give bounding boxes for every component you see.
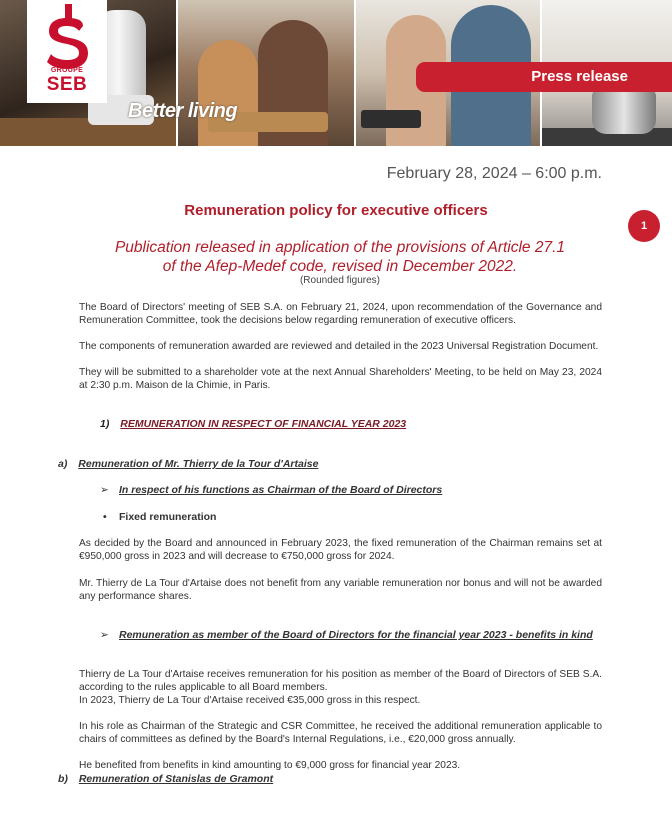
groupe-seb-logo [27,0,107,103]
chairman-functions-heading [100,484,442,496]
subsection-a-marker: a) [58,458,68,470]
arrow-bullet-icon: ➢ [100,484,109,496]
intro-paragraph-3: They will be submitted to a shareholder vote at the next Annual Shareholders' Meeting, to be held on May 23, 2024 at 2:30 p.m. Maison de la Chimie, in Paris. [79,367,602,391]
document-subtitle [80,238,600,276]
section-1-number: 1) [100,418,110,430]
subsection-b-marker: b) [58,773,68,785]
tagline: Better living [128,100,238,122]
arrow-bullet-icon: ➢ [100,629,109,641]
logo-groupe-text: GROUPE [50,67,84,74]
bullet-dot-icon: • [103,511,107,523]
release-date: February 28, 2024 – 6:00 p.m. [386,165,602,182]
subsection-b-title: Remuneration of Stanislas de Gramont [78,773,274,785]
document-title: Remuneration policy for executive officers [184,202,488,219]
benefits-in-kind-paragraph: He benefited from benefits in kind amounting to €9,000 gross for financial year 2023. [79,760,461,771]
board-remuneration-paragraph-1: Thierry de La Tour d'Artaise receives remuneration for his position as member of the Board of Directors of SEB S.A. according to the rules applicable to all Board members. [79,669,602,693]
intro-paragraph-2: The components of remuneration awarded are reviewed and detailed in the 2023 Universal Registration Document. [79,341,599,352]
logo-seb-text: SEB [46,74,88,95]
chairman-functions-title: In respect of his functions as Chairman of the Board of Directors [119,484,443,496]
board-member-remuneration-title: Remuneration as member of the Board of Directors for the financial year 2023 - benefits in kind [119,629,593,641]
fixed-remuneration-bullet [103,511,216,523]
baking-tray [361,110,421,128]
fixed-remuneration-paragraph: As decided by the Board and announced in February 2023, the fixed remuneration of the Chairman remains set at €950,000 gross in 2023 and will decrease to €750,000 gross for 2024. [79,538,602,562]
banner-photo-cooking-couple [178,0,354,146]
press-release-badge: Press release [416,62,672,92]
board-remuneration-paragraph-2: In 2023, Thierry de La Tour d'Artaise received €35,000 gross in this respect. [79,695,421,706]
no-variable-remuneration-paragraph: Mr. Thierry de La Tour d'Artaise does not benefit from any variable remuneration nor bonus and will not be awarded any performance shares. [79,578,602,602]
page-number-badge: 1 [628,210,660,242]
fixed-remuneration-label: Fixed remuneration [119,511,217,523]
header-banner [0,0,672,146]
board-member-remuneration-heading [100,629,604,642]
subsection-b-heading [58,773,273,785]
cooking-pot [592,90,656,134]
subtitle-line-1: Publication released in application of the provisions of Article 27.1 [114,239,566,256]
subsection-a-heading [58,458,318,470]
intro-paragraph-1: The Board of Directors' meeting of SEB S.A. on February 21, 2024, upon recommendation of the Governance and Remuneration Committee, took the decisions below regarding remuneration of executive officers. [79,302,602,326]
rounded-figures-note: (Rounded figures) [299,275,381,286]
subsection-a-title: Remuneration of Mr. Thierry de la Tour d'Artaise [78,458,319,470]
subtitle-line-2: of the Afep-Medef code, revised in December 2022. [162,258,518,275]
section-1-title: REMUNERATION IN RESPECT OF FINANCIAL YEAR 2023 [120,418,407,430]
committee-chair-paragraph: In his role as Chairman of the Strategic and CSR Committee, he received the additional remuneration applicable to chairs of committees as defined by the Board's Internal Regulations, i.e., €20,000 gross annually. [79,721,602,745]
seb-logo-mark-icon [43,4,91,70]
section-1-heading [100,418,406,430]
